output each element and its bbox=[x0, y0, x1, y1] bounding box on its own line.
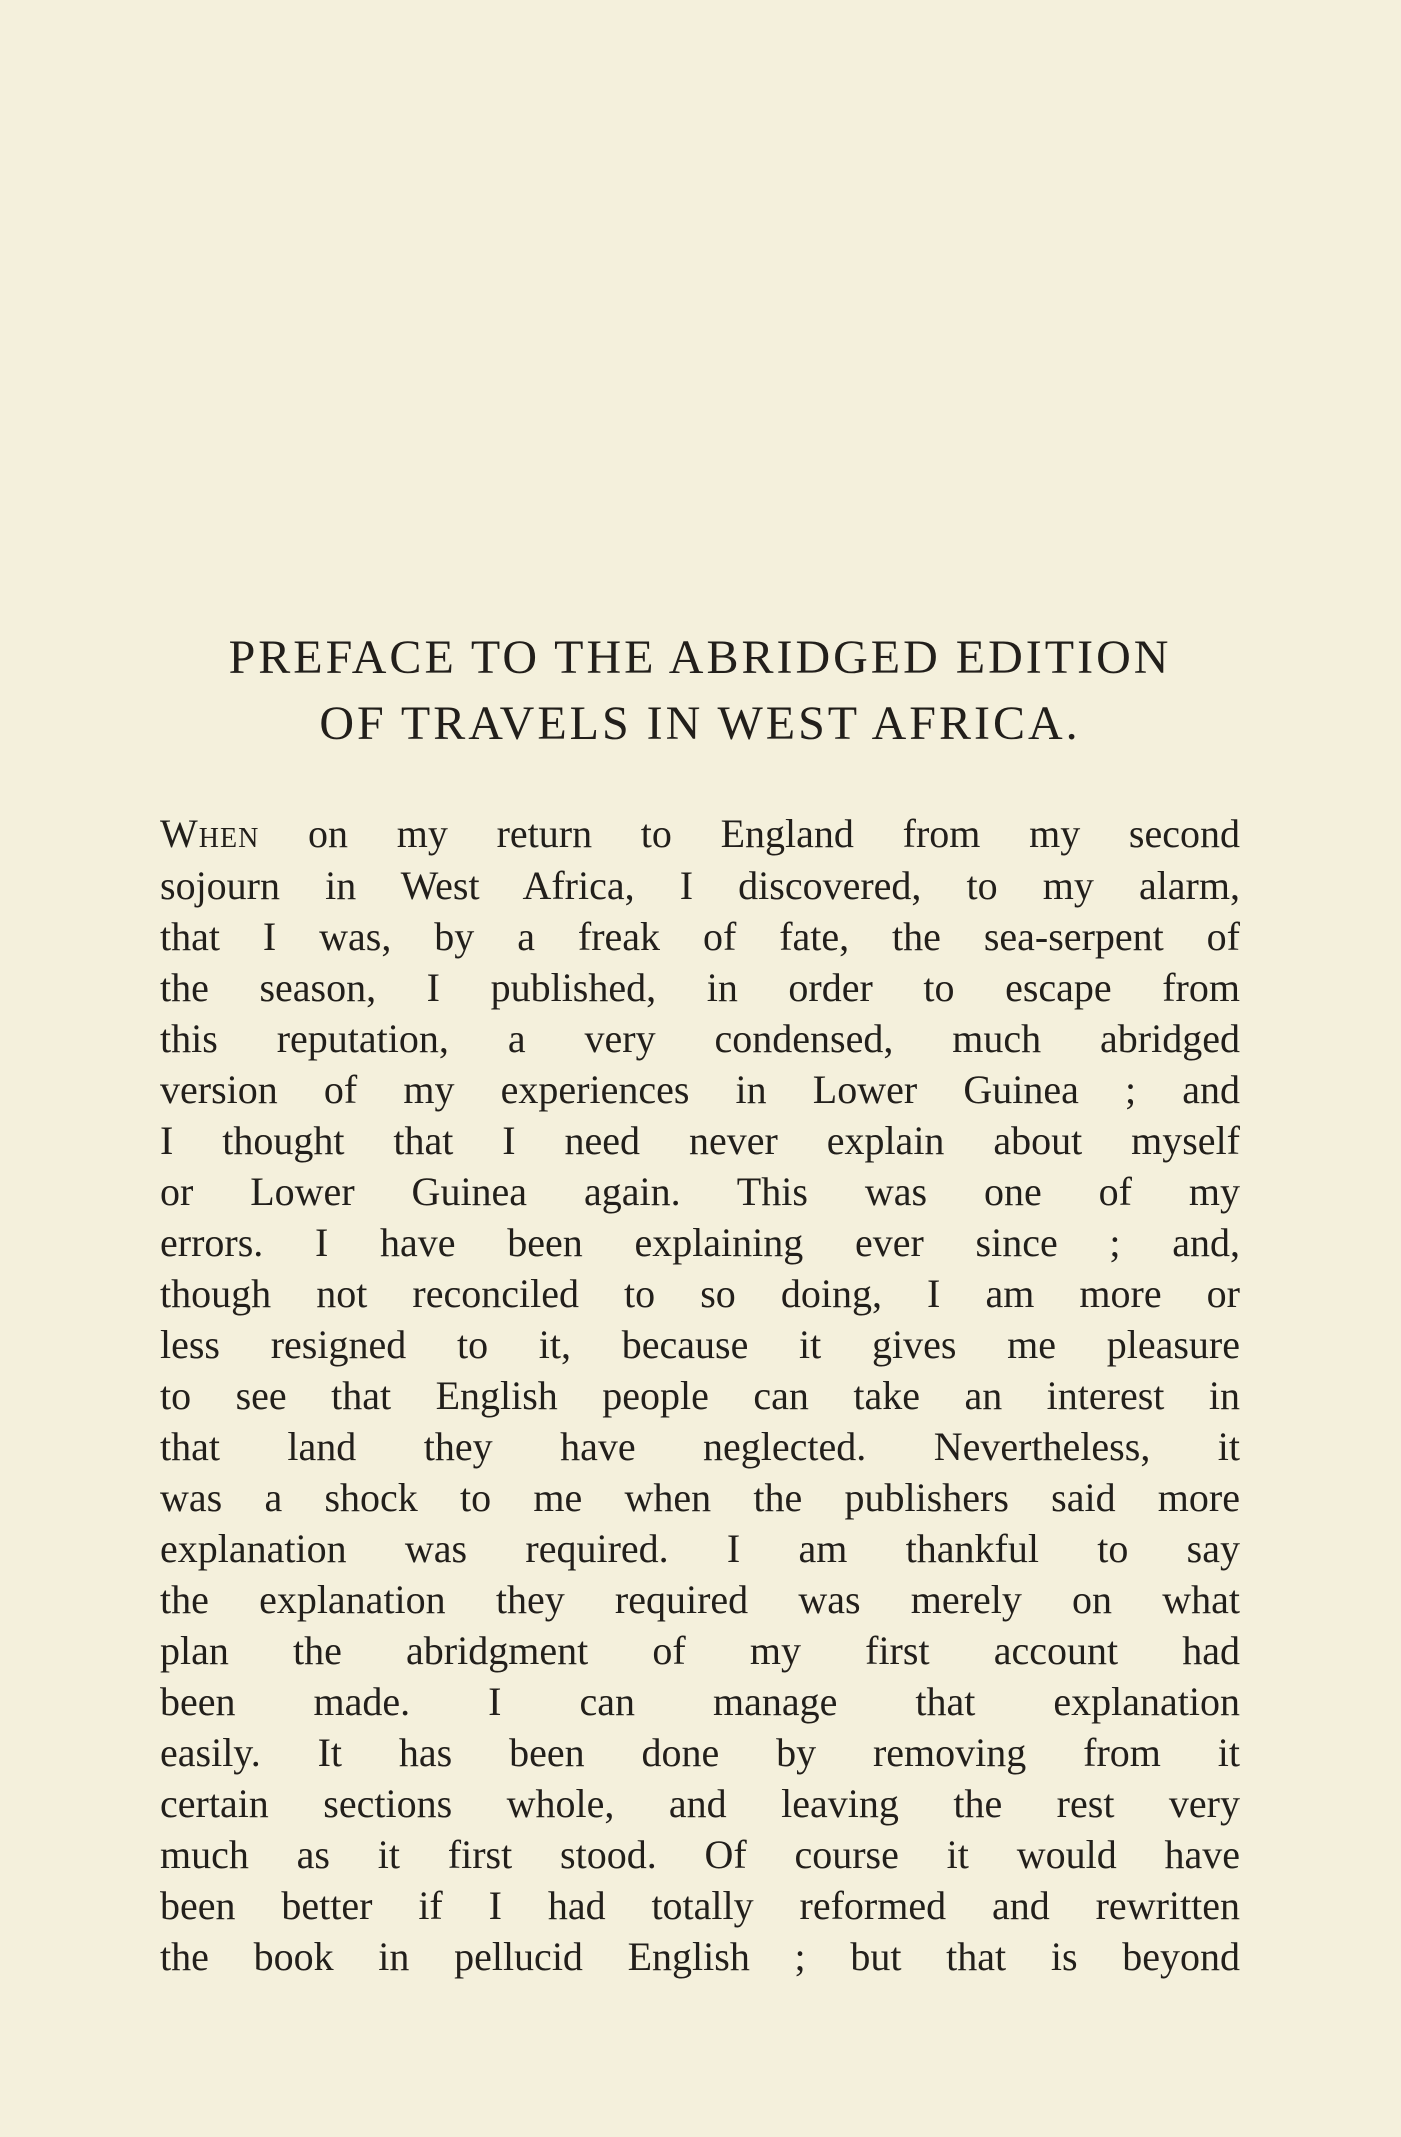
text-line: to see that English people can take an interest in bbox=[160, 1373, 1240, 1418]
text-line: plan the abridgment of my first account had bbox=[160, 1628, 1240, 1673]
text-line: or Lower Guinea again. This was one of my bbox=[160, 1169, 1240, 1214]
text-line: that land they have neglected. Nevertheless, it bbox=[160, 1424, 1240, 1469]
text-line: much as it first stood. Of course it would have bbox=[160, 1832, 1240, 1877]
text-line: the season, I published, in order to escape from bbox=[160, 965, 1240, 1010]
text-line: certain sections whole, and leaving the rest very bbox=[160, 1781, 1240, 1826]
text-line: the book in pellucid English ; but that is beyond bbox=[160, 1934, 1240, 1979]
text-line: though not reconciled to so doing, I am more or bbox=[160, 1271, 1240, 1316]
text-line-content: on my return to England from my second bbox=[259, 811, 1240, 856]
text-line: I thought that I need never explain about myself bbox=[160, 1118, 1240, 1163]
text-line: less resigned to it, because it gives me pleasure bbox=[160, 1322, 1240, 1367]
page-title-line-1: PREFACE TO THE ABRIDGED EDITION bbox=[228, 631, 1172, 684]
text-line: version of my experiences in Lower Guinea ; and bbox=[160, 1067, 1240, 1112]
text-line: been better if I had totally reformed and rewritten bbox=[160, 1883, 1240, 1928]
page-title-line-2: OF TRAVELS IN WEST AFRICA. bbox=[319, 697, 1081, 750]
text-line: the explanation they required was merely on what bbox=[160, 1577, 1240, 1622]
text-line: easily. It has been done by removing from it bbox=[160, 1730, 1240, 1775]
text-line: been made. I can manage that explanation bbox=[160, 1679, 1240, 1724]
text-line: this reputation, a very condensed, much abridged bbox=[160, 1016, 1240, 1061]
text-line: errors. I have been explaining ever since ; and, bbox=[160, 1220, 1240, 1265]
text-line: was a shock to me when the publishers said more bbox=[160, 1475, 1240, 1520]
text-line: that I was, by a freak of fate, the sea-serpent of bbox=[160, 914, 1240, 959]
drop-word: When bbox=[160, 811, 260, 856]
text-line bbox=[160, 808, 1240, 860]
text-line: sojourn in West Africa, I discovered, to my alarm, bbox=[160, 863, 1240, 908]
text-line: explanation was required. I am thankful to say bbox=[160, 1526, 1240, 1571]
